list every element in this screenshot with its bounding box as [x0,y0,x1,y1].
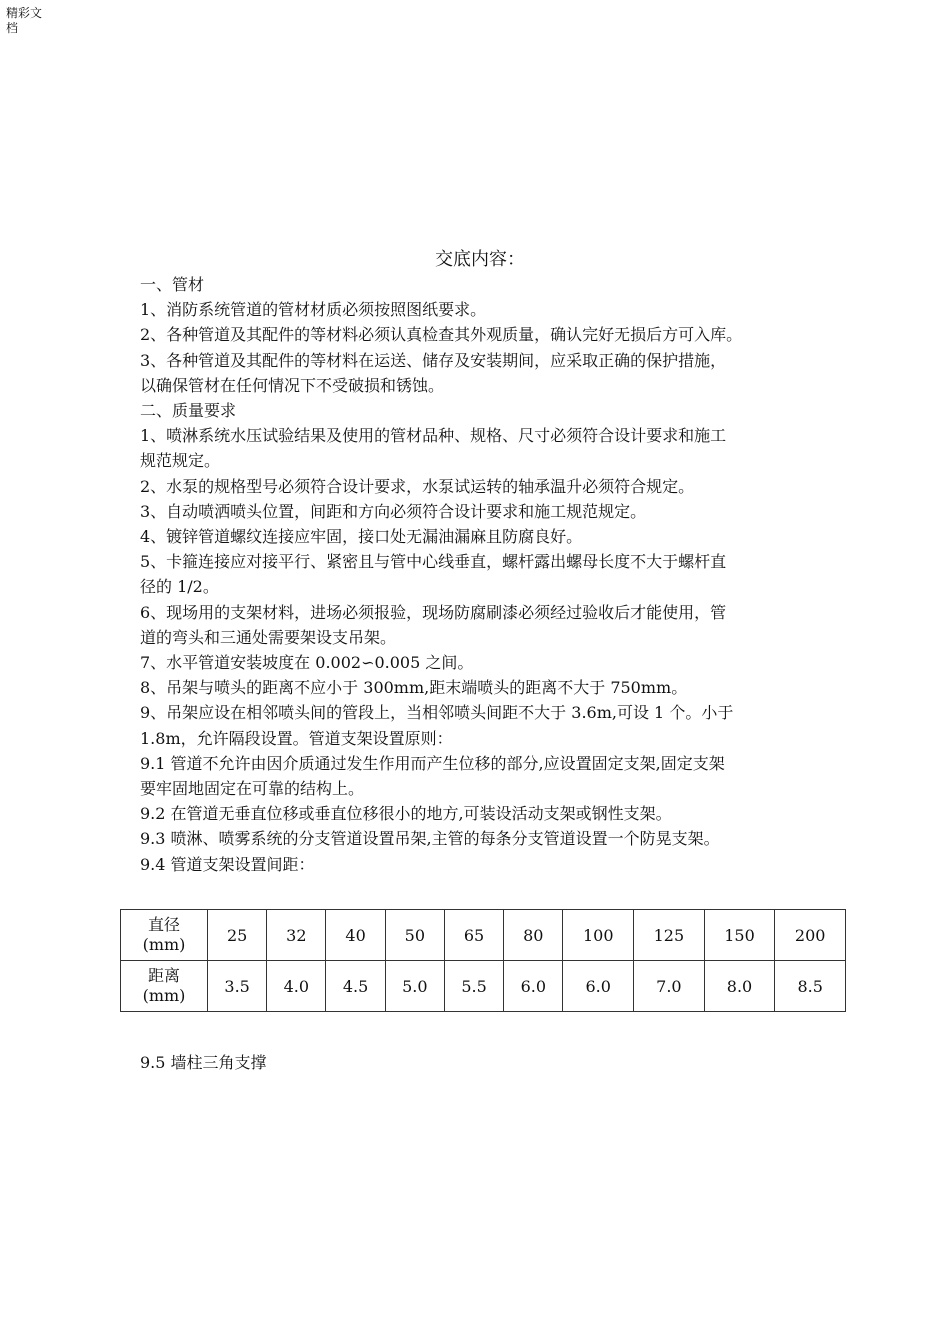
body-line: 9.3 喷淋、喷雾系统的分支管道设置吊架,主管的每条分支管道设置一个防晃支架。 [140,829,720,849]
table-row-diameter [121,910,846,961]
body-line: 1、喷淋系统水压试验结果及使用的管材品种、规格、尺寸必须符合设计要求和施工 [140,426,727,446]
body-line: 8、吊架与喷头的距离不应小于 300mm,距末端喷头的距离不大于 750mm。 [140,678,688,698]
body-line: 要牢固地固定在可靠的结构上。 [140,779,365,799]
body-line: 7、水平管道安装坡度在 0.002∽0.005 之间。 [140,653,474,673]
table-cell: 32 [267,910,326,961]
document-title: 交底内容： [435,249,525,270]
table-cell: 200 [775,910,846,961]
table-cell: 7.0 [634,961,705,1012]
body-line: 3、各种管道及其配件的等材料在运送、储存及安装期间，应采取正确的保护措施， [140,350,727,370]
body-line: 2、水泵的规格型号必须符合设计要求，水泵试运转的轴承温升必须符合规定。 [140,476,695,496]
table-cell: 8.5 [775,961,846,1012]
table-cell: 80 [504,910,563,961]
table-cell: 50 [385,910,444,961]
table-cell: 25 [208,910,267,961]
body-line: 以确保管材在任何情况下不受破损和锈蚀。 [140,375,445,395]
table-cell: 150 [704,910,775,961]
table-cell: 5.5 [444,961,503,1012]
body-line: 1.8m，允许隔段设置。管道支架设置原则： [140,728,453,748]
watermark [6,6,54,36]
table-cell: 4.0 [267,961,326,1012]
body-line: 3、自动喷洒喷头位置，间距和方向必须符合设计要求和施工规范规定。 [140,501,647,521]
section-heading-quality: 二、质量要求 [140,401,237,421]
body-line: 1、消防系统管道的管材材质必须按照图纸要求。 [140,300,487,320]
table-cell: 8.0 [704,961,775,1012]
row-label-distance: 距离 (mm) [121,961,208,1012]
table-cell: 6.0 [504,961,563,1012]
table-cell: 100 [563,910,634,961]
body-line: 5、卡箍连接应对接平行、紧密且与管中心线垂直，螺杆露出螺母长度不大于螺杆直 [140,552,727,572]
row-label-diameter: 直径 (mm) [121,910,208,961]
body-line: 2、各种管道及其配件的等材料必须认真检查其外观质量，确认完好无损后方可入库。 [140,325,743,345]
table-row-distance [121,961,846,1012]
body-line: 9.2 在管道无垂直位移或垂直位移很小的地方,可装设活动支架或钢性支架。 [140,804,672,824]
body-line: 9.4 管道支架设置间距： [140,854,315,874]
table-cell: 6.0 [563,961,634,1012]
table-cell: 5.0 [385,961,444,1012]
body-line: 道的弯头和三通处需要架设支吊架。 [140,627,397,647]
body-line: 径的 1/2。 [140,577,219,597]
watermark-line-2: 档 [6,21,19,35]
section-heading-triangle-support: 9.5 墙柱三角支撑 [140,1053,267,1072]
body-line: 9.1 管道不允许由因介质通过发生作用而产生位移的部分,应设置固定支架,固定支架 [140,753,725,773]
section-heading-pipes: 一、管材 [140,275,205,294]
table-cell: 65 [444,910,503,961]
document-body [140,272,860,877]
support-spacing-table [120,909,846,1012]
body-line: 规范规定。 [140,451,221,471]
table-cell: 40 [326,910,385,961]
body-line: 9、吊架应设在相邻喷头间的管段上，当相邻喷头间距不大于 3.6m,可设 1 个。小于 [140,703,734,723]
table-cell: 125 [634,910,705,961]
table-cell: 4.5 [326,961,385,1012]
body-line: 4、镀锌管道螺纹连接应牢固，接口处无漏油漏麻且防腐良好。 [140,527,583,547]
body-line: 6、现场用的支架材料，进场必须报验，现场防腐刷漆必须经过验收后才能使用，管 [140,602,727,622]
watermark-line-1: 精彩文 [6,6,43,20]
table-cell: 3.5 [208,961,267,1012]
